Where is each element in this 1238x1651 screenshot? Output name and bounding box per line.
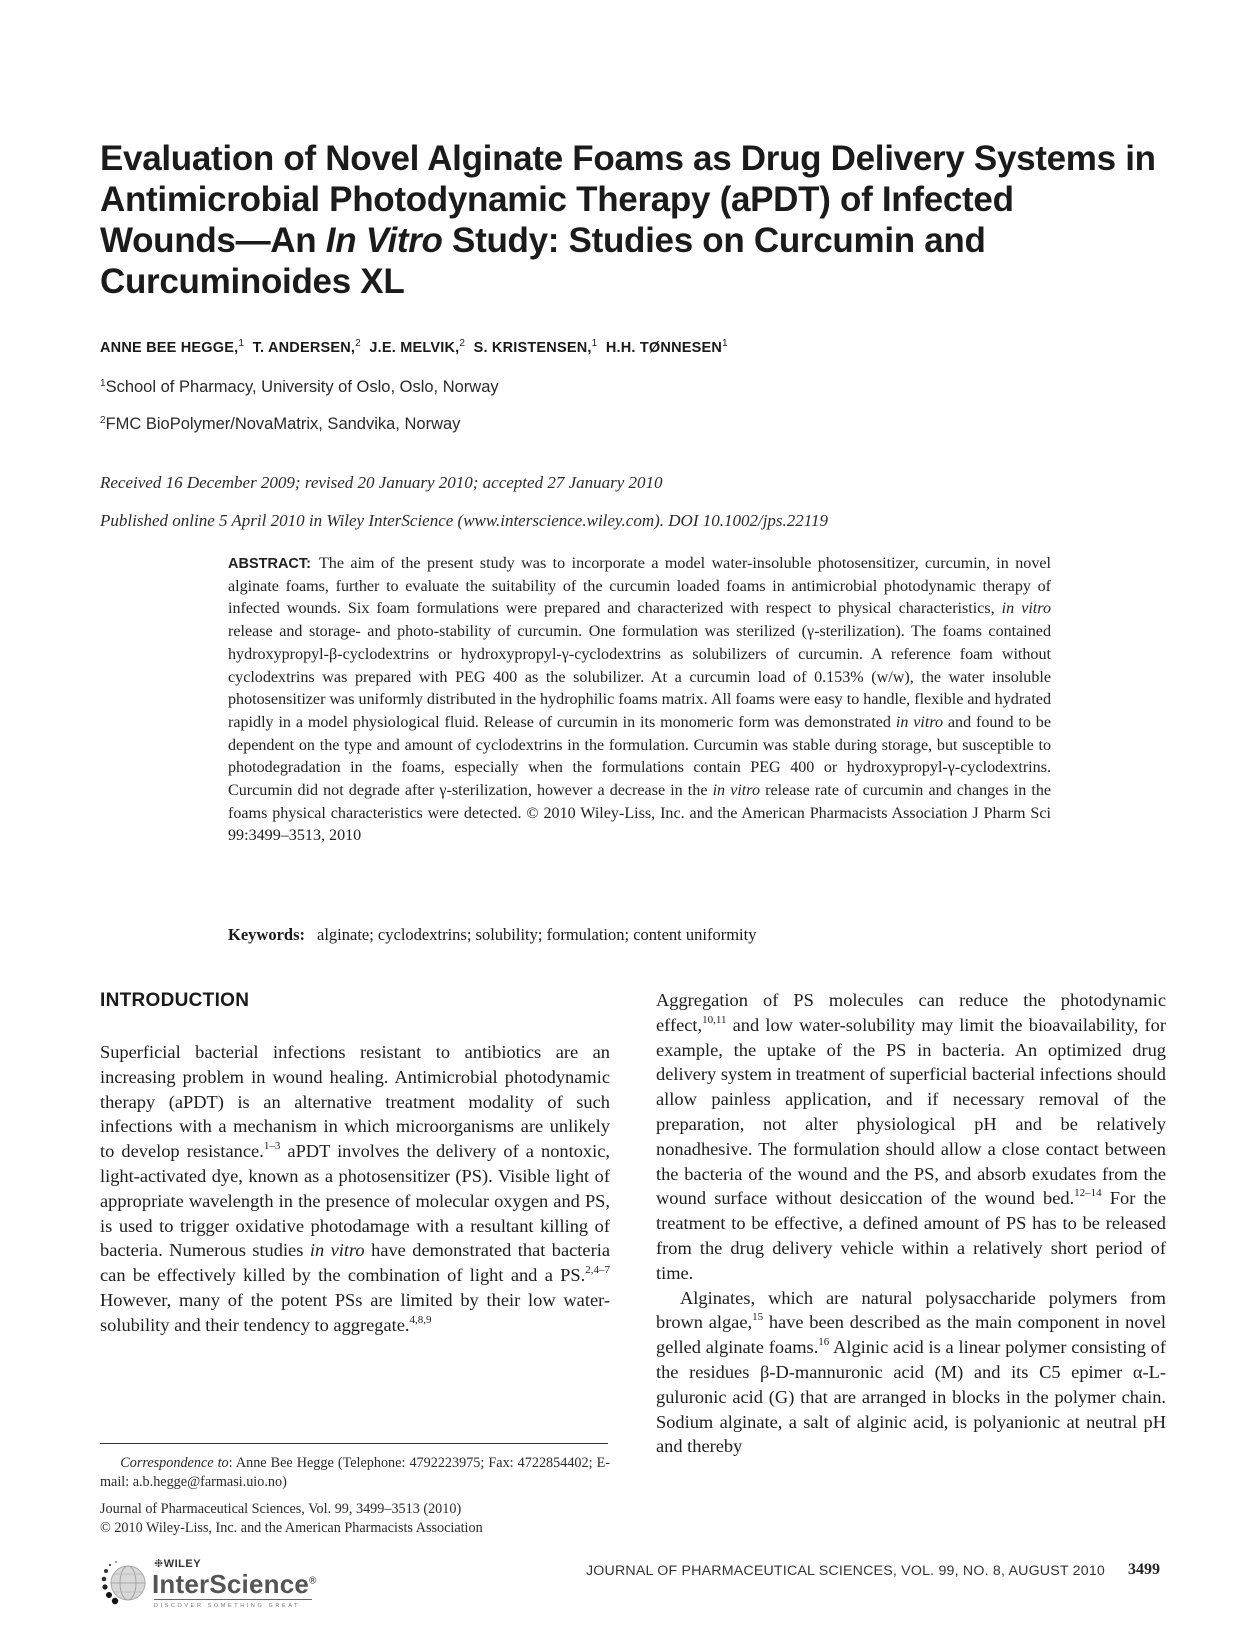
logo-divider [154,1599,312,1600]
author-name: J.E. MELVIK, [369,340,460,356]
running-footer-journal: JOURNAL OF PHARMACEUTICAL SCIENCES, VOL. 99, NO. 8, AUGUST 2010 [586,1563,1106,1579]
brand-text: InterScience [152,1569,310,1599]
title-line-1: Evaluation of Novel Alginate Foams as Drug Delivery Systems in [100,139,1156,178]
affiliation-1 [100,378,499,397]
interscience-wordmark [152,1569,317,1600]
title-line-3 [100,220,1160,261]
intro-paragraph-3 [656,1286,1166,1460]
body-italic: in vitro [309,1240,365,1261]
author [369,340,465,356]
wiley-wordmark: ❉WILEY [154,1558,202,1570]
section-heading-introduction: INTRODUCTION [100,990,250,1011]
page-number: 3499 [1128,1561,1160,1578]
title-line-2: Antimicrobial Photodynamic Therapy (aPDT) of Infected [100,180,1014,219]
affiliation-number: 2 [100,415,106,426]
received-dates: Received 16 December 2009; revised 20 January 2010; accepted 27 January 2010 [100,473,663,492]
paper-title [100,138,1160,302]
affiliation-2 [100,415,460,434]
author [474,340,598,356]
affiliation-marker: 1 [238,338,245,349]
logo-tagline: DISCOVER SOMETHING GREAT [154,1603,301,1609]
left-column [100,1040,610,1338]
journal-line: Journal of Pharmaceutical Sciences, Vol. 99, 3499–3513 (2010) [100,1501,462,1517]
citation-ref: 15 [752,1311,764,1324]
globe-icon [100,1559,148,1607]
author-list [100,338,728,356]
author-name: S. KRISTENSEN, [473,340,592,356]
affiliation-text: FMC BioPolymer/NovaMatrix, Sandvika, Norway [105,415,461,433]
publication-info: Published online 5 April 2010 in Wiley InterScience (www.interscience.wiley.com). DOI 10.1002/jps.22119 [100,511,829,530]
registered-mark: ® [309,1575,317,1587]
keywords-text: alginate; cyclodextrins; solubility; formulation; content uniformity [317,925,757,944]
title-italic: In Vitro [325,221,443,260]
body-text: For the treatment to be effective, a defined amount of PS has to be released from the drug delivery vehicle within a relatively short period of time. [656,1188,1166,1283]
author-name: ANNE BEE HEGGE, [100,340,239,356]
intro-paragraph-1 [100,1040,610,1338]
affiliation-marker: 1 [722,338,728,349]
body-text: and low water-solubility may limit the bioavailability, for example, the uptake of the PS in bacteria. An optimized drug delivery system in treatment of superficial bacterial infections should allow painless application, and if necessary removal of the preparation, not alter physiological pH and be relatively nonadhesive. The formulation should allow a close contact between the bacteria of the wound and the PS, and absorb exudates from the wound surface without desiccation of the wound bed. [656,1014,1166,1209]
title-text: Study: Studies on Curcumin and [442,221,986,260]
author-name: T. ANDERSEN, [252,340,356,356]
body-text: have demonstrated that bacteria can be effectively killed by the combination of light and a PS. [100,1240,610,1286]
citation-ref: 2,4–7 [585,1264,610,1277]
citation-ref: 4,8,9 [409,1313,432,1326]
citation-ref: 1–3 [263,1140,281,1153]
keywords-label: Keywords: [228,925,305,944]
wiley-interscience-logo [98,1555,338,1611]
citation-ref: 12–14 [1074,1187,1102,1200]
author [253,340,361,356]
affiliation-marker: 2 [355,338,361,349]
affiliation-marker: 1 [591,338,598,349]
affiliation-text: School of Pharmacy, University of Oslo, Oslo, Norway [105,378,499,396]
body-text: have been described as the main component in novel gelled alginate foams. [656,1312,1166,1358]
right-column [656,988,1166,1459]
abstract-text: The aim of the present study was to incorporate a model water-insoluble photosensitizer, curcumin, in novel alginate foams, further to evaluate the suitability of the curcumin loaded foams in antimicrobial photodynamic therapy of infected wounds. Six foam formulations were prepared and characterized with respect to physical characteristics, [228,555,1051,618]
abstract-text: release and storage- and photo-stability of curcumin. One formulation was sterilized (γ-sterilization). The foams contained hydroxypropyl-β-cyclodextrins or hydroxypropyl-γ-cyclodextrins as solubilizers of curcumin. A reference foam without cyclodextrins was prepared with PEG 400 as the solubilizer. At a curcumin load of 0.153% (w/w), the water insoluble photosensitizer was uniformly distributed in the hydrophilic foams matrix. All foams were easy to handle, flexible and hydrated rapidly in a model physiological fluid. Release of curcumin in its monomeric form was demonstrated [228,623,1051,731]
title-text: Wounds—An [100,221,326,260]
abstract-text: and found to be dependent on the type and amount of cyclodextrins in the formulation. Curcumin was stable during storage, but susceptible to photodegradation in the foams, especially when the formulations contain PEG 400 or hydroxypropyl-γ-cyclodextrins. Curcumin did not degrade after γ-sterilization, however a decrease in the [228,713,1052,800]
affiliation-number: 1 [100,378,106,389]
author [606,340,728,356]
correspondence-label: Correspondence to [120,1455,229,1471]
journal-citation [100,1500,620,1538]
citation-ref: 10,11 [702,1013,727,1026]
abstract-italic: in vitro [895,713,944,731]
intro-paragraph-2 [656,988,1166,1286]
correspondence-note [100,1454,610,1492]
body-text: Aggregation of PS molecules can reduce the photodynamic effect, [656,990,1166,1035]
title-line-4: Curcuminoides XL [100,262,405,301]
body-text: Alginates, which are natural polysaccharide polymers from brown algae, [656,1287,1166,1333]
abstract-italic: in vitro [712,782,760,800]
affiliation-marker: 2 [459,338,466,349]
footnote-divider [100,1443,608,1444]
abstract [228,553,1051,848]
abstract-italic: in vitro [1001,600,1051,618]
copyright-line: © 2010 Wiley-Liss, Inc. and the American Pharmacists Association [100,1520,483,1536]
author [100,340,244,356]
body-text: Alginic acid is a linear polymer consisting of the residues β-D-mannuronic acid (M) and its C5 epimer α-L-guluronic acid (G) that are arranged in blocks in the polymer chain. Sodium alginate, a salt of alginic acid, is polyanionic at neutral pH and thereby [656,1337,1166,1457]
keywords [228,925,756,945]
body-text: However, many of the potent PSs are limited by their low water-solubility and their tendency to aggregate. [100,1289,610,1335]
citation-ref: 16 [818,1336,830,1349]
abstract-label: ABSTRACT: [228,556,311,572]
body-text: aPDT involves the delivery of a nontoxic, light-activated dye, known as a photosensitizer (PS). Visible light of appropriate wavelength in the presence of molecular oxygen and PS, is used to trigger oxidative photodamage with a resultant killing of bacteria. Numerous studies [100,1141,610,1261]
body-text: Superficial bacterial infections resistant to antibiotics are an increasing problem in wound healing. Antimicrobial photodynamic therapy (aPDT) is an alternative treatment modality of such infections with a mechanism in which microorganisms are unlikely to develop resistance. [100,1042,610,1162]
correspondence-text: : Anne Bee Hegge (Telephone: 4792223975; Fax: 4722854402; E-mail: a.b.hegge@farmasi.uio.no) [100,1455,610,1490]
author-name: H.H. TØNNESEN [605,340,723,356]
abstract-text: release rate of curcumin and changes in the foams physical characteristics were detected. © 2010 Wiley-Liss, Inc. and the American Pharmacists Association J Pharm Sci 99:3499–3513, 2010 [228,782,1052,845]
